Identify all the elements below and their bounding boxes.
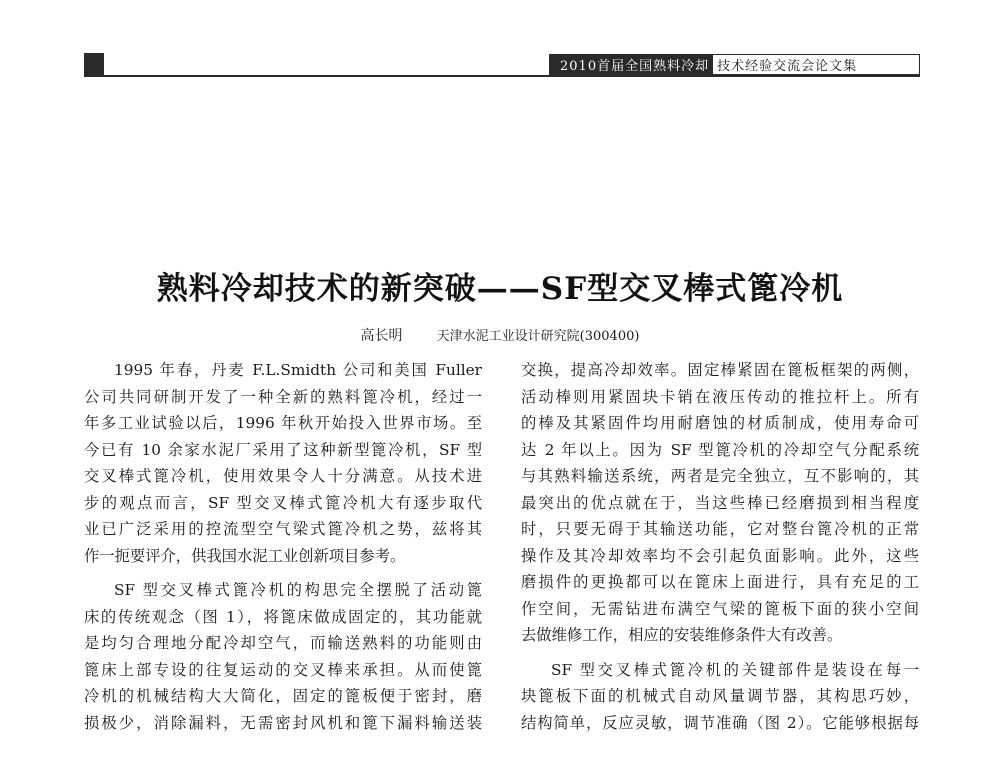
text-line: 结构简单，反应灵敏，调节准确（图 2）。它能够根据每 (521, 713, 919, 732)
left-paragraph-1 (84, 357, 482, 569)
header-marker-block (84, 53, 104, 77)
text-line: 床的传统观念（图 1），将篦床做成固定的，其功能就 (84, 607, 482, 626)
text-line: 步的观点而言，SF 型交叉棒式篦冷机大有逐步取代 (84, 493, 482, 512)
text-line: 交叉棒式篦冷机，使用效果令人十分满意。从技术进 (84, 467, 482, 485)
text-line: 的棒及其紧固件均用耐磨蚀的材质制成，使用寿命可 (521, 414, 919, 432)
text-line: 1995 年春，丹麦 F.L.Smidth 公司和美国 Fuller (114, 361, 482, 379)
text-line: 业已广泛采用的控流型空气梁式篦冷机之势，兹将其 (84, 520, 482, 538)
right-column (521, 357, 919, 736)
left-column (84, 357, 482, 736)
header-rule (104, 75, 920, 77)
text-line: 块篦板下面的机械式自动风量调节器，其构思巧妙， (521, 687, 919, 705)
text-line: 作一扼要评介，供我国水泥工业创新项目参考。 (84, 546, 406, 565)
text-line: 冷机的机械结构大大简化，固定的篦板便于密封，磨 (84, 687, 482, 705)
text-line: 时，只要无碍于其输送功能，它对整台篦冷机的正常 (521, 520, 919, 538)
text-line: 是均匀合理地分配冷却空气，而输送熟料的功能则由 (84, 634, 482, 652)
text-line: SF 型交叉棒式篦冷机的关键部件是装设在每一 (551, 660, 919, 679)
text-line: 交换，提高冷却效率。固定棒紧固在篦板框架的两侧， (521, 361, 919, 379)
left-paragraph-2 (84, 577, 482, 736)
text-line: SF 型交叉棒式篦冷机的构思完全摆脱了活动篦 (114, 581, 482, 599)
text-line: 篦床上部专设的往复运动的交叉棒来承担。从而使篦 (84, 660, 482, 679)
running-header-light: 技术经验交流会论文集 (713, 55, 863, 74)
running-header (549, 54, 920, 75)
right-paragraph-2 (521, 657, 919, 737)
text-line: 最突出的优点就在于，当这些棒已经磨损到相当程度 (521, 493, 919, 512)
text-line: 操作及其冷却效率均不会引起负面影响。此外，这些 (521, 546, 919, 565)
author-affiliation: 天津水泥工业设计研究院(300400) (436, 329, 640, 344)
text-line: 磨损件的更换都可以在篦床上面进行，具有充足的工 (521, 573, 919, 591)
author-name: 高长明 (360, 328, 403, 344)
byline (0, 325, 1000, 345)
text-line: 公司共同研制开发了一种全新的熟料篦冷机，经过一 (84, 387, 482, 406)
text-line: 损极少，消除漏料，无需密封风机和篦下漏料输送装 (84, 713, 482, 732)
text-line: 去做维修工作，相应的安装维修条件大有改善。 (521, 626, 843, 644)
text-line: 年多工业试验以后，1996 年秋开始投入世界市场。至 (84, 414, 482, 432)
text-line: 活动棒则用紧固块卡销在液压传动的推拉杆上。所有 (521, 387, 919, 406)
text-line: 今已有 10 余家水泥厂采用了这种新型篦冷机，SF 型 (84, 440, 482, 459)
text-line: 与其熟料输送系统，两者是完全独立，互不影响的，其 (521, 467, 919, 485)
paper-title: 熟料冷却技术的新突破——SF型交叉棒式篦冷机 (156, 271, 844, 307)
text-line: 达 2 年以上。因为 SF 型篦冷机的冷却空气分配系统 (521, 440, 919, 459)
text-line: 作空间，无需钻进布满空气梁的篦板下面的狭小空间 (521, 599, 919, 618)
right-paragraph-1 (521, 357, 919, 649)
running-header-dark: 2010首届全国熟料冷却 (550, 55, 713, 74)
